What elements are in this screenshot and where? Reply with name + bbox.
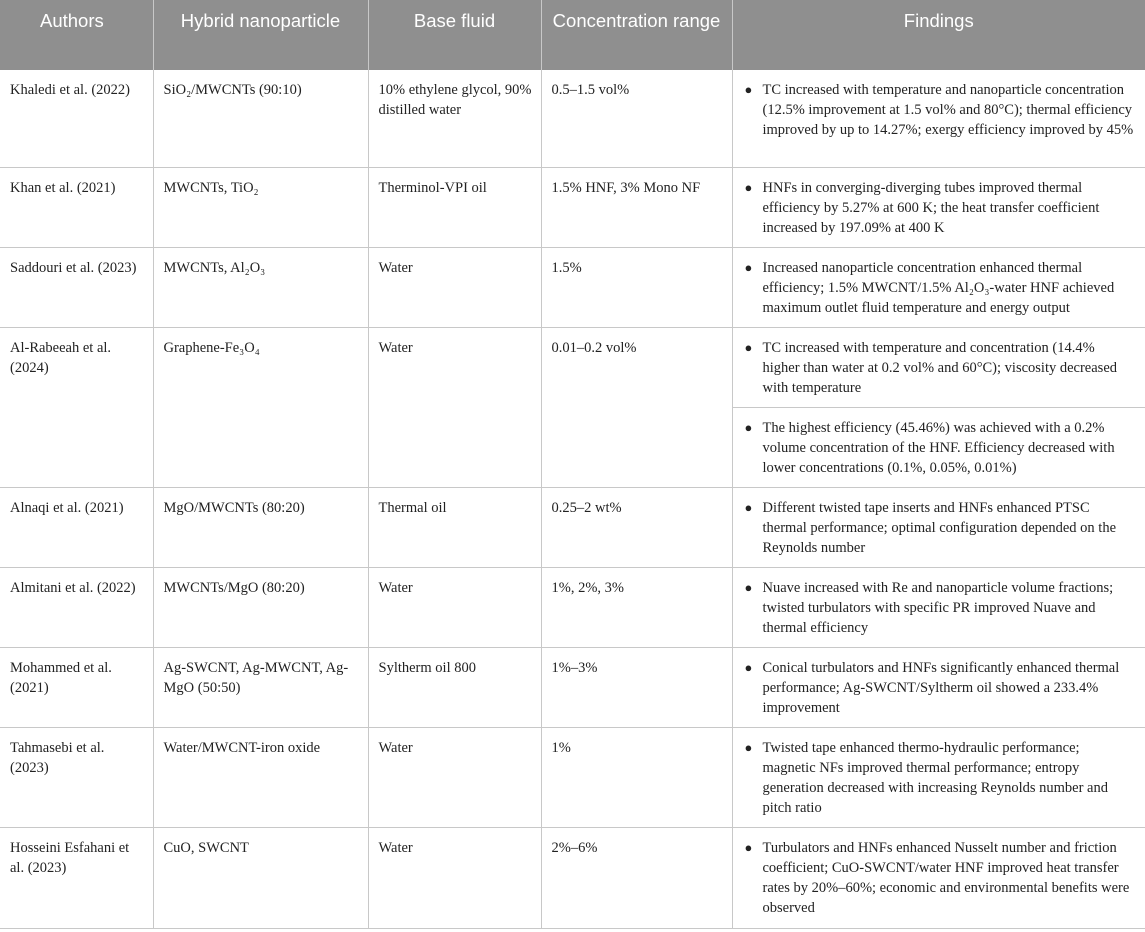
table-row <box>0 70 1145 167</box>
nanoparticle-cell: MgO/MWCNTs (80:20) <box>153 487 368 567</box>
base-fluid-cell: Thermal oil <box>368 487 541 567</box>
bullet-icon: ● <box>744 739 753 755</box>
table-row <box>0 167 1145 247</box>
nanoparticle-cell: Water/MWCNT-iron oxide <box>153 727 368 827</box>
finding-item <box>743 738 1136 818</box>
findings-cell <box>732 727 1145 827</box>
finding-item <box>743 578 1136 638</box>
findings-cell <box>732 70 1145 167</box>
authors-cell: Almitani et al. (2022) <box>0 567 153 647</box>
finding-item <box>743 658 1136 718</box>
bullet-icon: ● <box>744 259 753 275</box>
base-fluid-cell: Water <box>368 567 541 647</box>
base-fluid-cell: Water <box>368 327 541 487</box>
concentration-cell: 0.01–0.2 vol% <box>541 327 732 487</box>
base-fluid-cell: Syltherm oil 800 <box>368 647 541 727</box>
finding-text: Twisted tape enhanced thermo-hydraulic performance; magnetic NFs improved thermal performance; entropy generation decreased with increasing Reynolds number and pitch ratio <box>762 739 1108 816</box>
finding-text: Increased nanoparticle concentration enhanced thermal efficiency; 1.5% MWCNT/1.5% Al₂O₃-water HNF achieved maximum outlet fluid temperature and energy output <box>762 259 1115 316</box>
header-row <box>0 0 1145 70</box>
base-fluid-cell: Water <box>368 827 541 928</box>
finding-item <box>743 838 1136 918</box>
finding-text: Turbulators and HNFs enhanced Nusselt number and friction coefficient; CuO-SWCNT/water HNF improved heat transfer rates by 20%–60%; economic and environmental benefits were observed <box>762 839 1130 916</box>
concentration-cell: 1.5% <box>541 247 732 327</box>
table-row <box>0 247 1145 327</box>
findings-cell <box>732 647 1145 727</box>
authors-cell: Alnaqi et al. (2021) <box>0 487 153 567</box>
finding-item <box>743 258 1136 318</box>
finding-text: Conical turbulators and HNFs significantly enhanced thermal performance; Ag-SWCNT/Syltherm oil showed a 233.4% improvement <box>762 659 1120 716</box>
bullet-icon: ● <box>744 839 753 855</box>
finding-text: The highest efficiency (45.46%) was achieved with a 0.2% volume concentration of the HNF. Efficiency decreased with lower concentrations (0.1%, 0.05%, 0.01%) <box>762 419 1115 476</box>
findings-cell <box>732 407 1145 487</box>
findings-cell <box>732 167 1145 247</box>
concentration-cell: 1%, 2%, 3% <box>541 567 732 647</box>
header-findings: Findings <box>732 0 1145 70</box>
header-hybrid-nanoparticle: Hybrid nanoparticle <box>153 0 368 70</box>
authors-cell: Khaledi et al. (2022) <box>0 70 153 167</box>
concentration-cell: 1.5% HNF, 3% Mono NF <box>541 167 732 247</box>
finding-item <box>743 498 1136 558</box>
nanoparticle-cell: MWCNTs/MgO (80:20) <box>153 567 368 647</box>
bullet-icon: ● <box>744 419 753 435</box>
table-row <box>0 647 1145 727</box>
bullet-icon: ● <box>744 499 753 515</box>
finding-text: TC increased with temperature and concentration (14.4% higher than water at 0.2 vol% and 60°C); viscosity decreased with temperature <box>762 339 1117 396</box>
authors-cell: Al-Rabeeah et al. (2024) <box>0 327 153 487</box>
authors-cell: Hosseini Esfahani et al. (2023) <box>0 827 153 928</box>
table-row <box>0 567 1145 647</box>
finding-text: TC increased with temperature and nanoparticle concentration (12.5% improvement at 1.5 vol% and 80°C); thermal efficiency improved by up to 14.27%; exergy efficiency improved by 45% <box>762 82 1134 138</box>
table-row <box>0 327 1145 407</box>
findings-cell <box>732 567 1145 647</box>
nanoparticle-cell: Graphene-Fe₃O₄ <box>153 327 368 487</box>
bullet-icon: ● <box>744 579 753 595</box>
authors-cell: Khan et al. (2021) <box>0 167 153 247</box>
authors-cell: Tahmasebi et al. (2023) <box>0 727 153 827</box>
finding-text: Nuave increased with Re and nanoparticle volume fractions; twisted turbulators with specific PR improved Nuave and thermal efficiency <box>762 579 1114 636</box>
nanoparticle-cell: Ag-SWCNT, Ag-MWCNT, Ag-MgO (50:50) <box>153 647 368 727</box>
finding-item <box>743 80 1136 140</box>
bullet-icon: ● <box>744 659 753 675</box>
header-concentration-range: Concentration range <box>541 0 732 70</box>
nanoparticle-cell: MWCNTs, Al₂O₃ <box>153 247 368 327</box>
bullet-icon: ● <box>744 179 753 195</box>
concentration-cell: 0.25–2 wt% <box>541 487 732 567</box>
base-fluid-cell: Water <box>368 247 541 327</box>
nanoparticle-cell: CuO, SWCNT <box>153 827 368 928</box>
table-row <box>0 827 1145 928</box>
findings-cell <box>732 247 1145 327</box>
findings-cell <box>732 487 1145 567</box>
bullet-icon: ● <box>744 82 753 97</box>
authors-cell: Mohammed et al. (2021) <box>0 647 153 727</box>
findings-cell <box>732 327 1145 407</box>
concentration-cell: 1% <box>541 727 732 827</box>
concentration-cell: 1%–3% <box>541 647 732 727</box>
base-fluid-cell: Water <box>368 727 541 827</box>
nanoparticle-cell: SiO₂/MWCNTs (90:10) <box>153 70 368 167</box>
finding-text: Different twisted tape inserts and HNFs enhanced PTSC thermal performance; optimal configuration depended on the Reynolds number <box>762 499 1117 556</box>
nanoparticle-cell: MWCNTs, TiO₂ <box>153 167 368 247</box>
findings-cell <box>732 827 1145 928</box>
base-fluid-cell: Therminol-VPI oil <box>368 167 541 247</box>
concentration-cell: 2%–6% <box>541 827 732 928</box>
finding-item <box>743 418 1136 478</box>
finding-item <box>743 178 1136 238</box>
bullet-icon: ● <box>744 339 753 355</box>
authors-cell: Saddouri et al. (2023) <box>0 247 153 327</box>
table-row <box>0 487 1145 567</box>
header-authors: Authors <box>0 0 153 70</box>
finding-text: HNFs in converging-diverging tubes improved thermal efficiency by 5.27% at 600 K; the heat transfer coefficient increased by 197.09% at 400 K <box>762 179 1100 236</box>
table-row <box>0 727 1145 827</box>
base-fluid-cell: 10% ethylene glycol, 90% distilled water <box>368 70 541 167</box>
finding-item <box>743 338 1136 398</box>
header-base-fluid: Base fluid <box>368 0 541 70</box>
concentration-cell: 0.5–1.5 vol% <box>541 70 732 167</box>
